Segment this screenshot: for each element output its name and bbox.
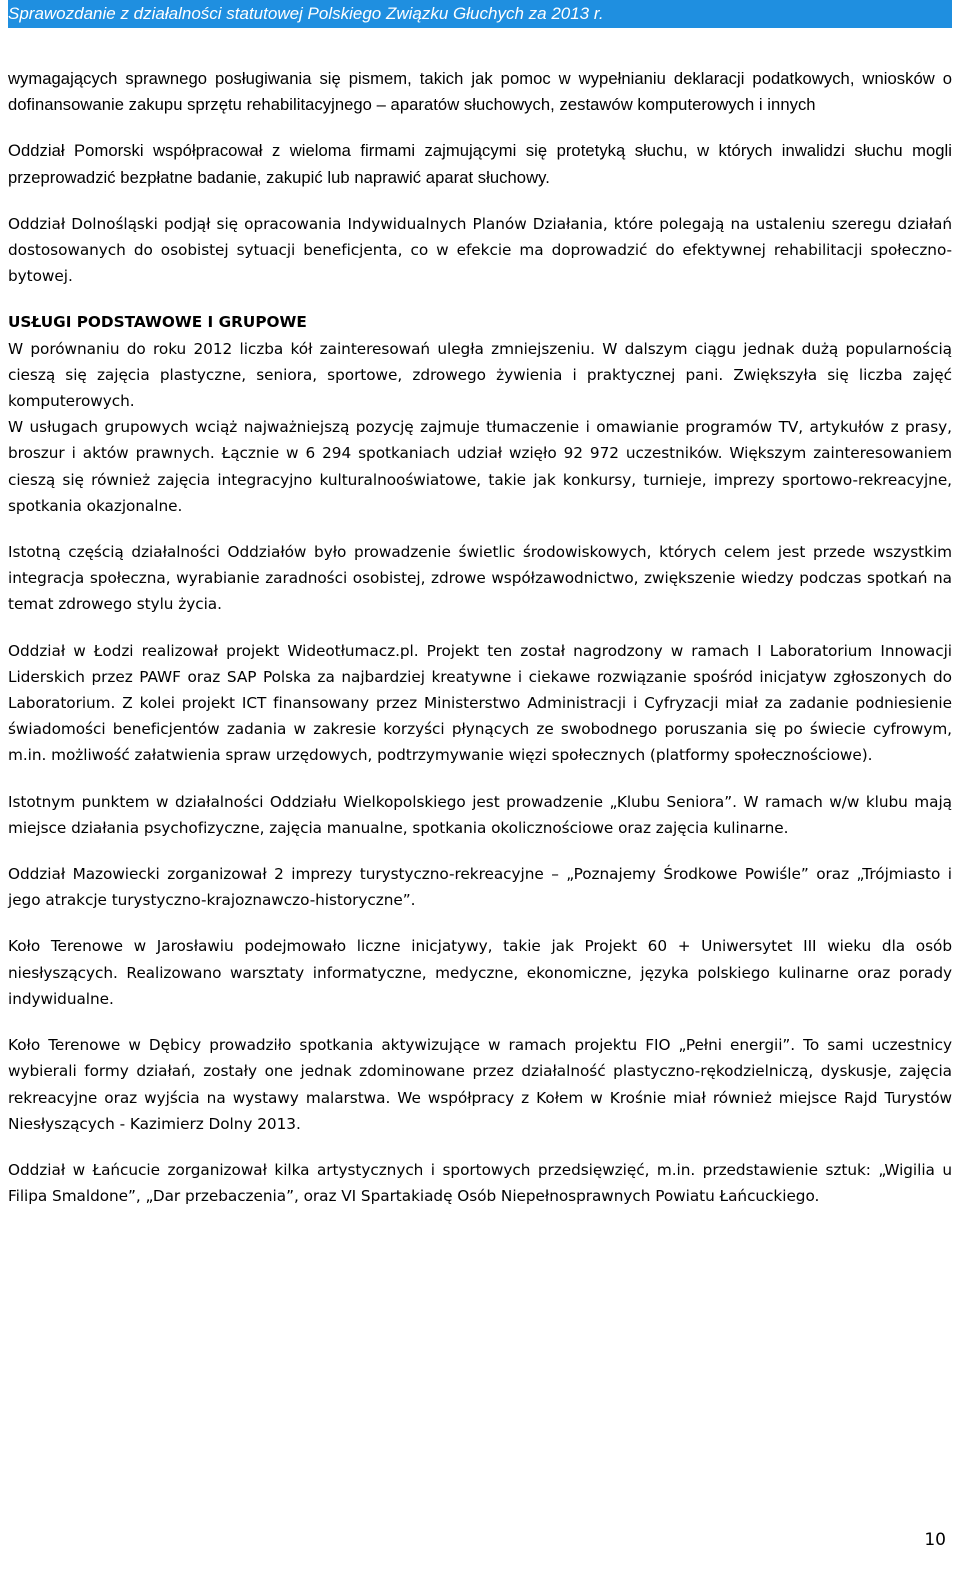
paragraph-uslugi-grupowe: W usługach grupowych wciąż najważniejszą pozycję zajmuje tłumaczenie i omawianie programów TV, artykułów z prasy, broszur i aktów prawnych. Łącznie w 6 294 spotkaniach udział wzięło 92 972 uczestników. Większym zainteresowaniem cieszą się również zajęcia integracyjno kulturalnooświatowe, takie jak konkursy, turnieje, imprezy sportowo-rekreacyjne, spotkania okazjonalne. (8, 418, 952, 515)
paragraph-lodz: Oddział w Łodzi realizował projekt Wideotłumacz.pl. Projekt ten został nagrodzony w ramach I Laboratorium Innowacji Liderskich przez PAWF oraz SAP Polska za najbardziej kreatywne i ciekawe rozwiązanie spośród inicjatyw zgłoszonych do Laboratorium. Z kolei projekt ICT finansowany przez Ministerstwo Administracji i Cyfryzacji miał za zadanie podniesienie świadomości beneficjentów zadania w zakresie korzyści płynących ze swobodnego poruszania się po świecie cyfrowym, m.in. możliwość załatwienia spraw urzędowych, podtrzymywanie więzi społecznych (platformy społecznościowe). (8, 641, 952, 765)
section-heading: USŁUGI PODSTAWOWE I GRUPOWE (8, 313, 307, 332)
document-body (8, 66, 952, 1209)
paragraph-swietlice: Istotną częścią działalności Oddziałów było prowadzenie świetlic środowiskowych, których celem jest przede wszystkim integracja społeczna, wyrabianie zaradności osobistej, zdrowe współzawodnictwo, zwiększenie wiedzy podczas spotkań na temat zdrowego stylu życia. (8, 543, 952, 614)
document-title: Sprawozdanie z działalności statutowej Polskiego Związku Głuchych za 2013 r. (8, 4, 604, 23)
document-header (8, 0, 952, 28)
paragraph-debica: Koło Terenowe w Dębicy prowadziło spotkania aktywizujące w ramach projektu FIO „Pełni energii”. To sami uczestnicy wybierali formy działań, zostały one jednak zdominowane przez działalność plastyczno-rękodzielniczą, dyskusje, zajęcia rekreacyjne oraz wyjścia na wystawy malarstwa. We współpracy z Kołem w Krośnie miał również miejsce Rajd Turystów Niesłyszących - Kazimierz Dolny 2013. (8, 1036, 952, 1133)
paragraph-assistance: wymagających sprawnego posługiwania się pismem, takich jak pomoc w wypełnianiu deklaracji podatkowych, wniosków o dofinansowanie zakupu sprzętu rehabilitacyjnego – aparatów słuchowych, zestawów komputerowych i innych (8, 69, 952, 115)
paragraph-lancut: Oddział w Łańcucie zorganizował kilka artystycznych i sportowych przedsięwzięć, m.in. przedstawienie sztuk: „Wigilia u Filipa Smaldone”, „Dar przebaczenia”, oraz VI Spartakiadę Osób Niepełnosprawnych Powiatu Łańcuckiego. (8, 1160, 952, 1206)
paragraph-jaroslaw: Koło Terenowe w Jarosławiu podejmowało liczne inicjatywy, takie jak Projekt 60 + Uniwersytet III wieku dla osób niesłyszących. Realizowano warsztaty informatyczne, medyczne, ekonomiczne, języka polskiego kulinarne oraz porady indywidualne. (8, 937, 952, 1008)
page-number: 10 (924, 1530, 946, 1550)
paragraph-mazowiecki: Oddział Mazowiecki zorganizował 2 imprezy turystyczno-rekreacyjne – „Poznajemy Środkowe Powiśle” oraz „Trójmiasto i jego atrakcje turystyczno-krajoznawczo-historyczne”. (8, 865, 952, 910)
paragraph-wielkopolski: Istotnym punktem w działalności Oddziału Wielkopolskiego jest prowadzenie „Klubu Seniora”. W ramach w/w klubu mają miejsce działania psychofizyczne, zajęcia manualne, spotkania okolicznościowe oraz zajęcia kulinarne. (8, 792, 952, 837)
paragraph-pomorski: Oddział Pomorski współpracował z wieloma firmami zajmującymi się protetyką słuchu, w których inwalidzi słuchu mogli przeprowadzić bezpłatne badanie, zakupić lub naprawić aparat słuchowy. (8, 141, 952, 187)
paragraph-dolnoslaski: Oddział Dolnośląski podjął się opracowania Indywidualnych Planów Działania, które polegają na ustaleniu szeregu działań dostosowanych do osobistej sytuacji beneficjenta, co w efekcie ma doprowadzić do efektywnej rehabilitacji społeczno-bytowej. (8, 214, 952, 286)
paragraph-kola-zainteresowan: W porównaniu do roku 2012 liczba kół zainteresowań uległa zmniejszeniu. W dalszym ciągu jednak dużą popularnością cieszą się zajęcia plastyczne, seniora, sportowe, zdrowego żywienia i praktycznej pani. Zwiększyła się liczba zajęć komputerowych. (8, 339, 952, 411)
